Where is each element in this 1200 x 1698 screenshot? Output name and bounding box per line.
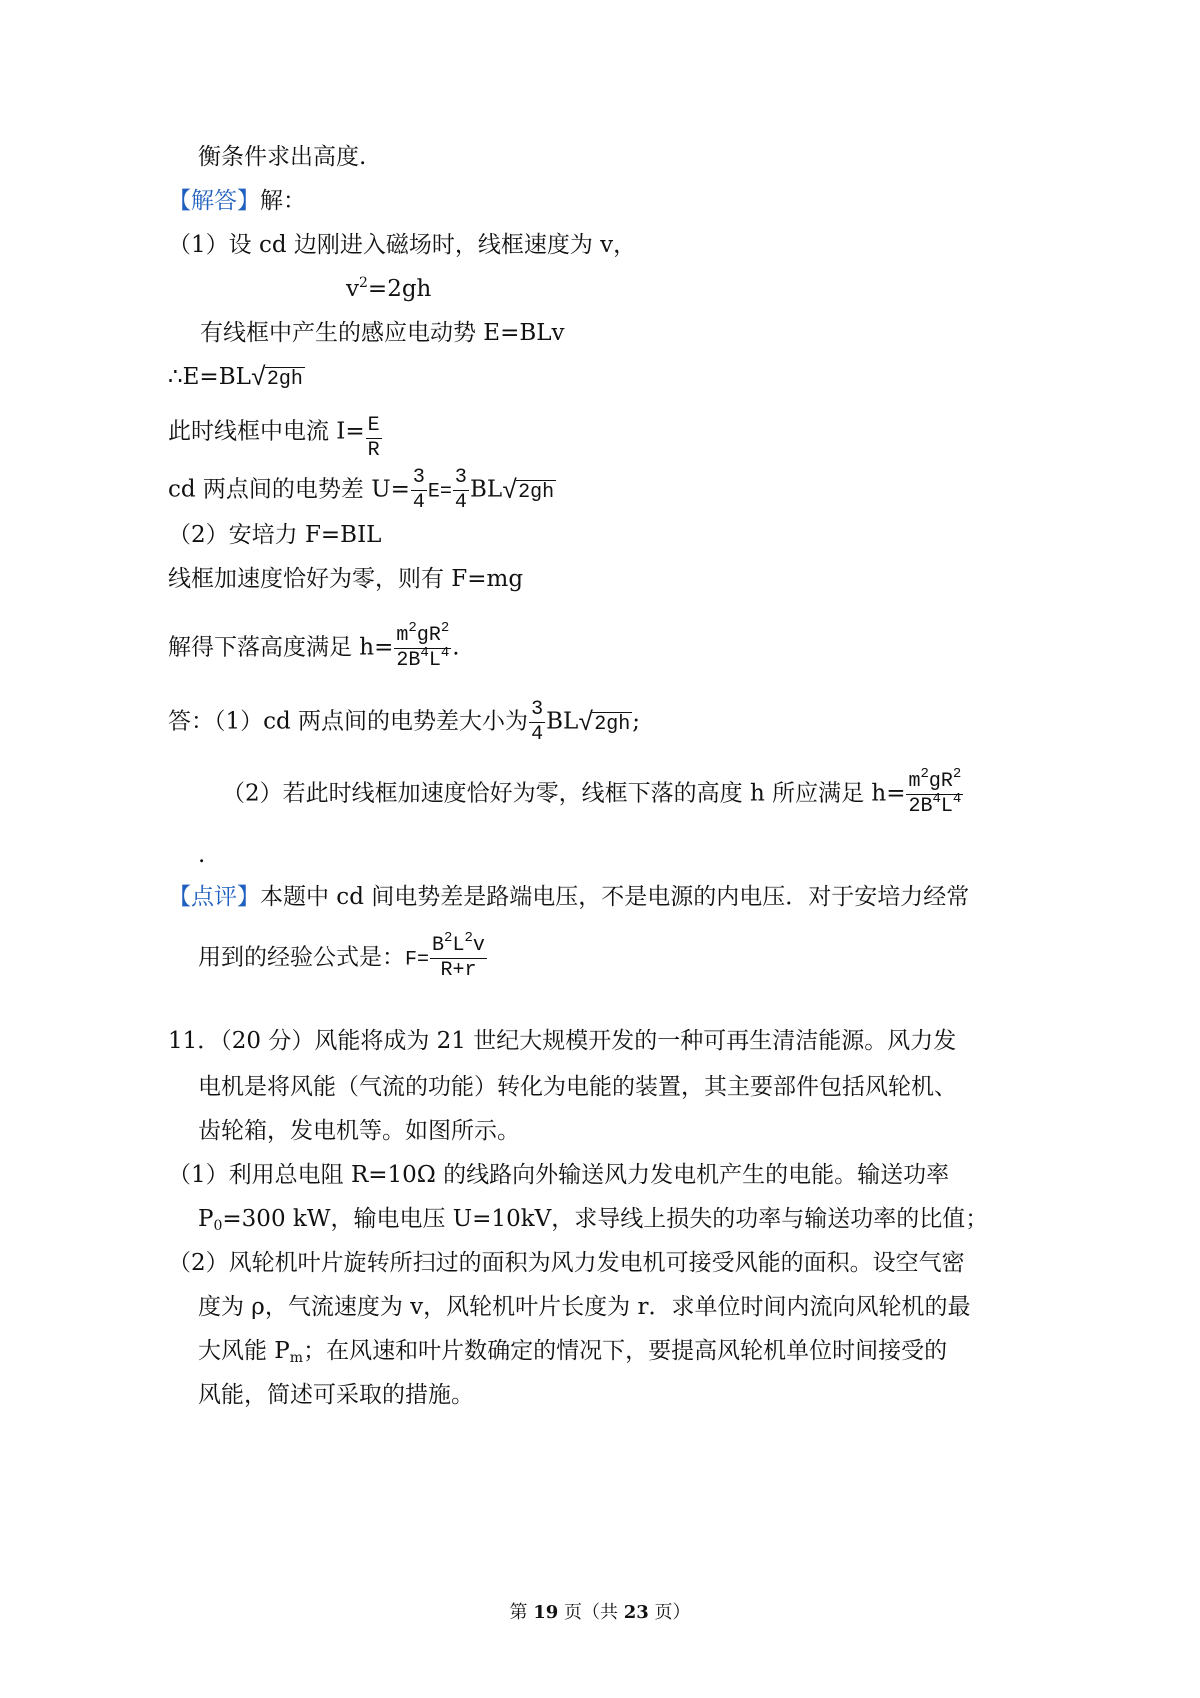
q11-line: 齿轮箱，发电机等。如图所示。 [198,1118,520,1144]
fraction-3-4: $\frac{3}{4}$ [531,698,544,746]
text-line: （1）设 cd 边刚进入磁场时，线框速度为 v， [168,232,637,258]
page-footer: 第 19 页（共 23 页） [509,1602,691,1623]
comment-heading [168,882,969,912]
equation-I [168,408,383,462]
eq-U-E: E= [427,480,452,504]
dianping-text: 本题中 cd 间电势差是路端电压，不是电源的内电压．对于安培力经常 [260,884,970,910]
q11-line: 风能，简述可采取的措施。 [198,1382,474,1408]
sqrt-2gh: √ 2gh [502,475,555,506]
text-line: 线框加速度恰好为零，则有 F=mg [168,566,524,592]
ans2-pre: （2）若此时线框加速度恰好为零，线框下落的高度 h 所应满足 h= [222,780,906,807]
equation-v2 [346,274,431,304]
equation-h [168,620,460,673]
q11-line: $P_0=300$ kW，输电电压 U=10kV，求导线上损失的功率与输送功率的比值； [198,1206,989,1234]
q11-line: （2）风轮机叶片旋转所扫过的面积为风力发电机可接受风能的面积。设空气密 [168,1250,965,1276]
eq-v-rest: =2gh [367,276,432,302]
q11-line: 11．（20 分）风能将成为 21 世纪大规模开发的一种可再生清洁能源。风力发 [168,1028,957,1054]
eq-U-pre: cd 两点间的电势差 U= [168,476,410,503]
fraction-h: $\frac{m^2gR^2}{2B^4L^4}$ [908,766,962,818]
fraction-3-4: $\frac{3}{4}$ [454,466,467,514]
answer-heading [168,186,306,216]
eq-v: v [346,276,359,302]
ans-post: ; [632,708,641,735]
ans-pre: 答：（1）cd 两点间的电势差大小为 [168,708,529,735]
eq-v-sup: 2 [359,275,368,291]
eq-I-pre: 此时线框中电流 I= [168,418,365,445]
text-line: 衡条件求出高度. [198,144,367,170]
f-pre: F= [405,948,430,972]
fraction-3-4: $\frac{3}{4}$ [412,466,425,514]
ans-BL: BL [546,708,579,735]
answer-line-2 [222,766,964,819]
sqrt-2gh: √ 2gh [250,363,303,393]
jieda-text: 解： [260,188,306,214]
page-number: 19 [533,1602,559,1623]
fraction-E-over-R: $\frac{E}{R}$ [367,414,380,462]
formula-line [198,930,488,983]
q11-line: 电机是将风能（气流的功能）转化为电能的装置，其主要部件包括风轮机、 [198,1074,957,1100]
sqrt-2gh: √ 2gh [578,707,631,738]
q11-line: （1）利用总电阻 R=10Ω 的线路向外输送风力发电机产生的电能。输送功率 [168,1162,950,1188]
answer-line-1 [168,698,640,747]
dianping-tag: 【点评】 [168,884,260,910]
text-line: （2）安培力 F=BIL [168,522,382,548]
eq-U-BL: BL [469,476,503,503]
equation-E [168,362,305,395]
eq-h-post: . [452,634,460,661]
text-line: . [198,842,206,868]
eq-h-pre: 解得下落高度满足 h= [168,634,394,661]
eq-E-pre: ∴E=BL [168,364,251,390]
q11-line: 度为 ρ，气流速度为 v，风轮机叶片长度为 r．求单位时间内流向风轮机的最 [198,1294,971,1320]
jieda-tag: 【解答】 [168,188,260,214]
equation-U [168,466,556,515]
q11-line: 大风能 $P_m$；在风速和叶片数确定的情况下，要提高风轮机单位时间接受的 [198,1338,948,1366]
fraction-h: $\frac{m^2gR^2}{2B^4L^4}$ [396,620,450,672]
total-pages: 23 [623,1602,649,1623]
fraction-F: $\frac{B^2L^2v}{R+r}$ [432,930,485,982]
dianping2: 用到的经验公式是： [198,944,405,971]
text-line: 有线框中产生的感应电动势 E=BLv [200,320,565,346]
